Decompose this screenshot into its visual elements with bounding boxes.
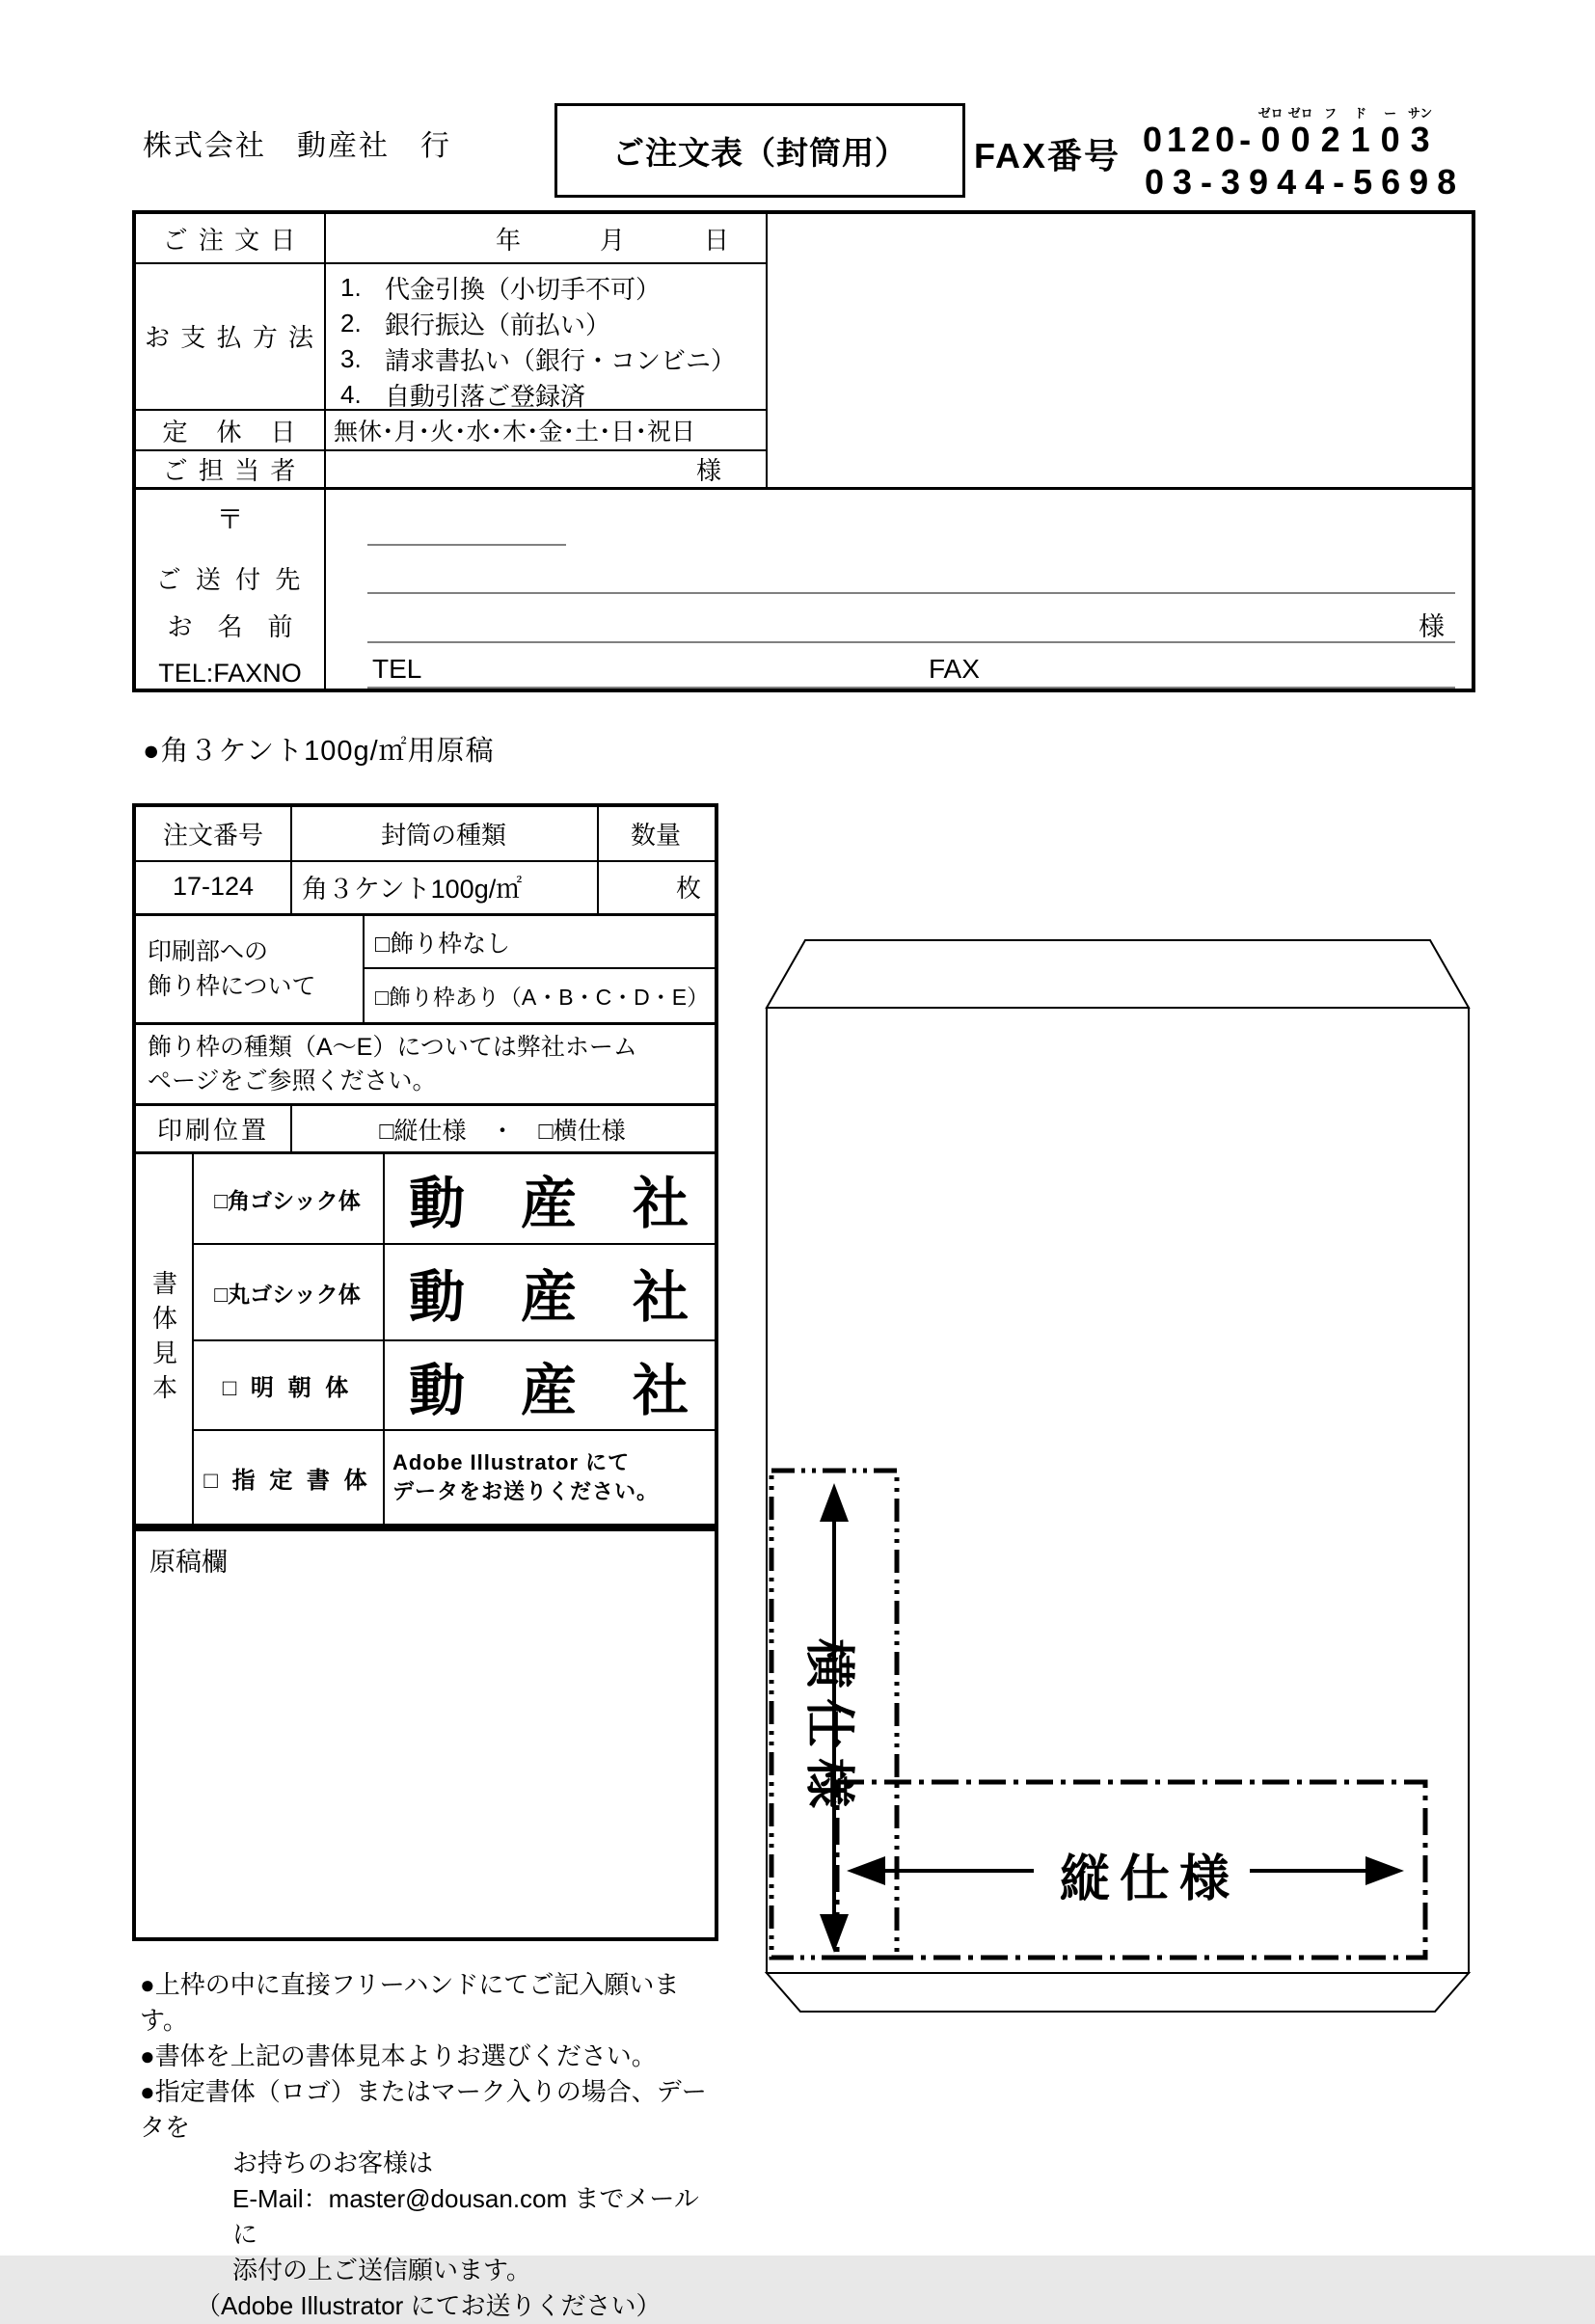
contact-person-suffix: 様	[695, 456, 721, 485]
order-info-table	[132, 210, 1475, 692]
font-row-custom-note: Adobe Illustrator にて データをお送りください。	[392, 1450, 660, 1503]
note-3: ●指定書体（ロゴ）またはマーク入りの場合、データを	[140, 2077, 707, 2142]
payment-option-2: 2. 銀行振込（前払い）	[340, 309, 611, 339]
col-header-order-no: 注文番号	[162, 821, 263, 850]
fax-digit-4: ー 0	[1380, 106, 1400, 159]
payment-options-cell	[340, 264, 765, 411]
font-row-square-gothic-sample: 動 産 社	[408, 1173, 689, 1235]
contact-person-label: ご 担 当 者	[162, 456, 298, 485]
note-5: E-Mail：master@dousan.com までメールに	[232, 2184, 699, 2249]
note-4: お持ちのお客様は	[232, 2148, 434, 2177]
fax-number-1	[1143, 106, 1435, 158]
envelope-bottom-flap	[767, 1973, 1469, 2012]
fax-digit-0: ゼロ 0	[1257, 106, 1284, 159]
fax-digit-2: フ 2	[1320, 106, 1340, 159]
qty-unit: 枚	[675, 874, 701, 903]
manuscript-label: 原稿欄	[149, 1548, 228, 1577]
font-row-round-gothic-sample: 動 産 社	[408, 1266, 689, 1329]
addressee-text: 株式会社 動産社 行	[143, 130, 451, 162]
name-label: お 名 前	[167, 611, 293, 641]
frame-option-none: □飾り枠なし	[375, 930, 511, 958]
manuscript-box	[132, 1527, 718, 1941]
order-no-value: 17-124	[172, 872, 255, 901]
fax-number-1-prefix: 0120-	[1143, 120, 1257, 159]
form-title: ご注文表（封筒用）	[612, 134, 907, 171]
telfax-line	[367, 687, 1455, 689]
holiday-label: 定 休 日	[162, 417, 298, 446]
font-row-round-gothic-label: □丸ゴシック体	[214, 1281, 361, 1307]
date-unit-year: 年	[495, 225, 521, 255]
font-row-mincho-label: □ 明 朝 体	[222, 1375, 353, 1401]
fax-label: FAX番号	[974, 136, 1122, 176]
address-line-1	[367, 592, 1455, 594]
col-header-qty: 数量	[630, 821, 681, 850]
payment-option-4: 4. 自動引落ご登録済	[340, 380, 586, 411]
vertical-arrow-head-up	[820, 1483, 849, 1522]
note-2: ●書体を上記の書体見本よりお選びください。	[140, 2041, 657, 2070]
note-7: （Adobe Illustrator にてお送りください）	[196, 2291, 662, 2320]
frame-note: 飾り枠の種類（A～E）については弊社ホーム ページをご参照ください。	[148, 1033, 637, 1094]
fax-number-2: 03-3944-5698	[1145, 162, 1466, 202]
frame-label-cell: 印刷部への 飾り枠について	[148, 938, 316, 1000]
payment-option-3: 3. 請求書払い（銀行・コンビニ）	[340, 344, 737, 375]
tel-field-label: TEL	[372, 654, 422, 684]
fax-digit-1: ゼロ 0	[1287, 106, 1313, 159]
font-sample-header: 書体見本	[149, 1269, 178, 1409]
fax-field-label: FAX	[929, 654, 980, 684]
vertical-arrow-head-down	[820, 1914, 849, 1953]
address-line-2	[367, 641, 1455, 643]
order-date-label: ご 注 文 日	[162, 225, 298, 255]
order-date-cell	[326, 214, 766, 262]
print-position-label: 印刷位置	[156, 1116, 269, 1145]
ship-to-label: ご 送 付 先	[155, 564, 305, 594]
postal-mark-label: 〒	[216, 504, 244, 534]
postal-code-line	[367, 544, 566, 546]
fax-digit-3: ド 1	[1350, 106, 1370, 159]
date-unit-day: 日	[703, 225, 729, 255]
envelope-top-flap	[767, 940, 1469, 1008]
telfax-label: TEL:FAXNO	[158, 658, 302, 688]
payment-option-1: 1. 代金引換（小切手不可）	[340, 273, 662, 304]
name-suffix: 様	[1419, 612, 1445, 641]
t1-vline-mid-col	[766, 214, 768, 487]
t2-vline-frame	[363, 916, 365, 1022]
form-title-box	[554, 103, 965, 198]
note-6: 添付の上ご送信願います。	[232, 2256, 531, 2284]
envelope-detail-table	[132, 803, 718, 1527]
horizontal-layout-label: 横仕様	[800, 1637, 857, 1818]
envelope-body	[767, 1008, 1469, 1973]
print-position-options: □縦仕様 ・ □横仕様	[379, 1117, 626, 1145]
fax-digit-5: サン 3	[1407, 106, 1433, 159]
col-header-envelope-type: 封筒の種類	[380, 821, 506, 850]
font-row-custom-label: □ 指 定 書 体	[203, 1467, 371, 1494]
footer-notes	[140, 1967, 718, 2324]
envelope-type-value: 角３ケント100g/㎡	[302, 875, 523, 904]
font-row-square-gothic-label: □角ゴシック体	[214, 1187, 361, 1213]
horizontal-arrow-head-right	[1365, 1856, 1404, 1885]
font-row-mincho-sample: 動 産 社	[408, 1359, 689, 1422]
frame-option-with: □飾り枠あり（A・B・C・D・E）	[375, 985, 710, 1010]
vertical-layout-label: 縦仕様	[1059, 1851, 1239, 1907]
date-unit-month: 月	[599, 225, 625, 255]
payment-method-label: お 支 払 方 法	[145, 322, 315, 352]
section-title: ●角３ケント100g/㎡用原稿	[143, 736, 495, 767]
holiday-value: 無休･月･火･水･木･金･土･日･祝日	[334, 419, 696, 446]
t1-hline-block	[136, 487, 1472, 490]
note-1: ●上枠の中に直接フリーハンドにてご記入願います。	[140, 1970, 680, 2035]
horizontal-arrow-head-left	[847, 1856, 885, 1885]
